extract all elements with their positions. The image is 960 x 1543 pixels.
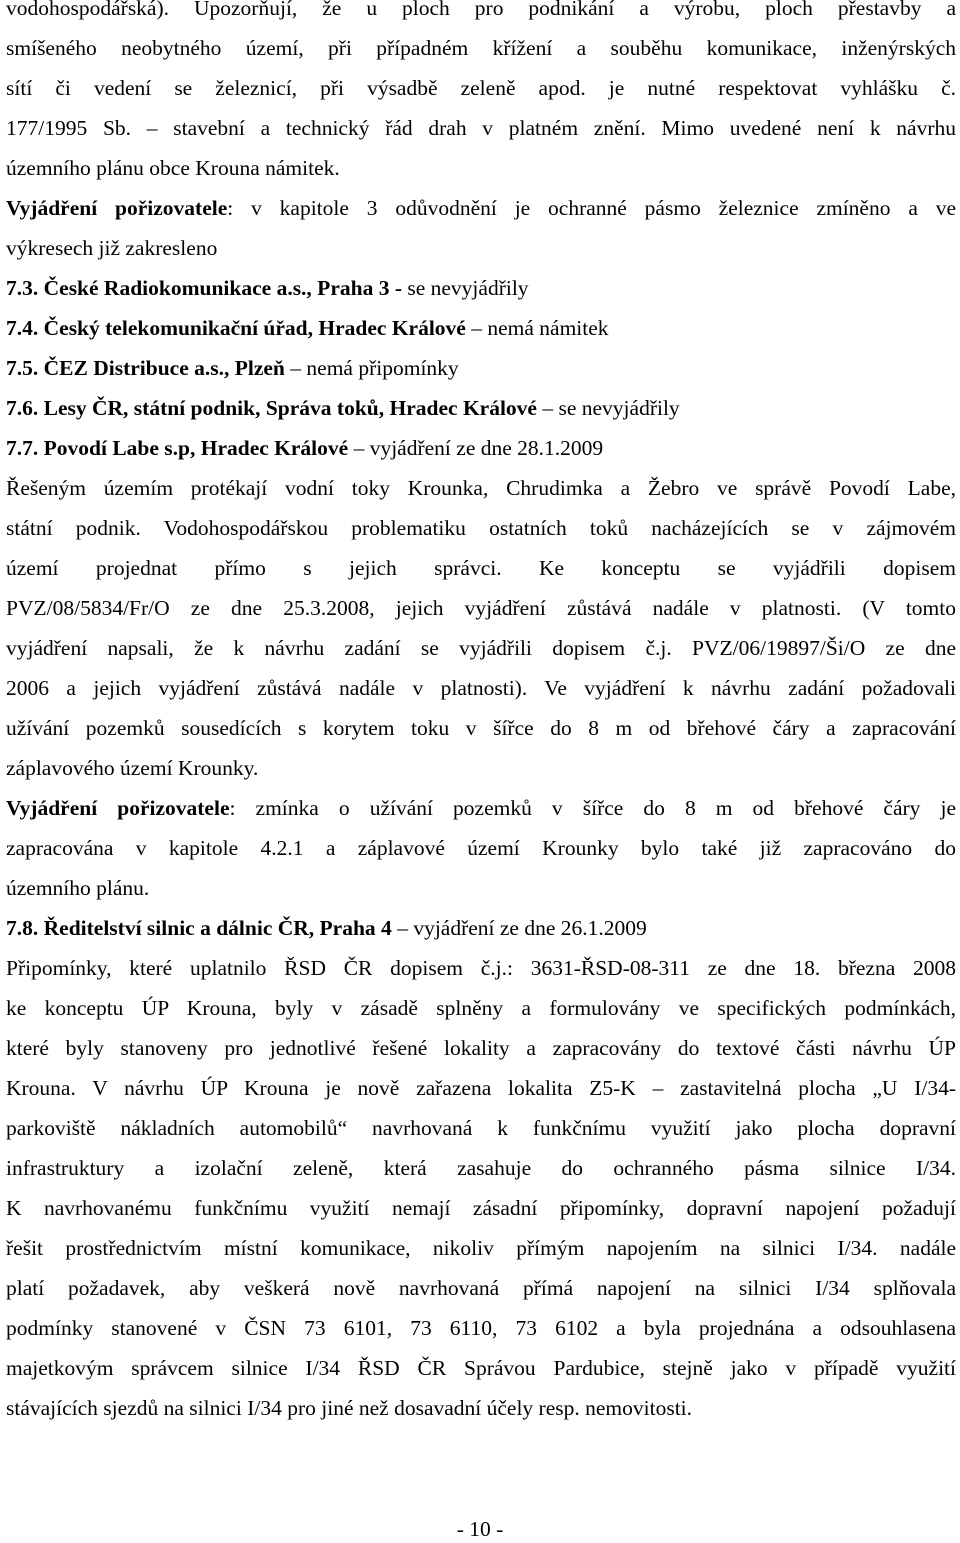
procurer-statement-line: Vyjádření pořizovatele: zmínka o užívání pozemků v šířce do 8 m od břehové čáry je — [6, 796, 957, 820]
section-heading-7-8: 7.8. Ředitelství silnic a dálnic ČR, Praha 4 – vyjádření ze dne 26.1.2009 — [6, 916, 647, 940]
text-line: 177/1995 Sb. – stavební a technický řád drah v platném znění. Mimo uvedené není k návrhu — [6, 116, 956, 140]
text-line: PVZ/08/5834/Fr/O ze dne 25.3.2008, jejich vyjádření zůstává nadále v platnosti. (V tomto — [6, 596, 956, 620]
text-line: území projednat přímo s jejich správci. Ke konceptu se vyjádřili dopisem — [6, 556, 956, 580]
text-line: zapracována v kapitole 4.2.1 a záplavové území Krounky bylo také již zapracováno do — [6, 836, 956, 860]
text-line: parkoviště nákladních automobilů“ navrhovaná k funkčnímu využití jako plocha dopravní — [6, 1116, 956, 1140]
text-line: Krouna. V návrhu ÚP Krouna je nově zařazena lokalita Z5-K – zastavitelná plocha „U I/34- — [6, 1076, 956, 1100]
text-line: řešit prostřednictvím místní komunikace, nikoliv přímým napojením na silnici I/34. nadále — [6, 1236, 956, 1260]
text-line: Připomínky, které uplatnilo ŘSD ČR dopisem č.j.: 3631-ŘSD-08-311 ze dne 18. března 2008 — [6, 956, 956, 980]
text-line: K navrhovanému funkčnímu využití nemají zásadní připomínky, dopravní napojení požadují — [6, 1196, 956, 1220]
text-line: 2006 a jejich vyjádření zůstává nadále v platnosti). Ve vyjádření k návrhu zadání požadovali — [6, 676, 956, 700]
section-heading-7-4: 7.4. Český telekomunikační úřad, Hradec Králové – nemá námitek — [6, 316, 609, 340]
text-line: stávajících sjezdů na silnici I/34 pro jiné než dosavadní účely resp. nemovitosti. — [6, 1396, 693, 1420]
text-line: infrastruktury a izolační zeleně, která zasahuje do ochranného pásma silnice I/34. — [6, 1156, 956, 1180]
text-line: které byly stanoveny pro jednotlivé řešené lokality a zapracovány do textové části návrhu ÚP — [6, 1036, 956, 1060]
text-line: smíšeného neobytného území, při případném křížení a souběhu komunikace, inženýrských — [6, 36, 956, 60]
section-heading-7-5: 7.5. ČEZ Distribuce a.s., Plzeň – nemá připomínky — [6, 356, 459, 380]
section-heading-7-3: 7.3. České Radiokomunikace a.s., Praha 3 - se nevyjádřily — [6, 276, 529, 300]
page-number: - 10 - — [456, 1517, 504, 1541]
text-line: vodohospodářská). Upozorňují, že u ploch pro podnikání a výrobu, ploch přestavby a — [6, 0, 956, 20]
text-line: Řešeným územím protékají vodní toky Krounka, Chrudimka a Žebro ve správě Povodí Labe, — [6, 476, 956, 500]
text-line: záplavového území Krounky. — [6, 756, 259, 780]
text-line: výkresech již zakresleno — [6, 236, 218, 260]
procurer-statement-label: Vyjádření pořizovatele — [6, 796, 230, 820]
text-line: územního plánu obce Krouna námitek. — [6, 156, 340, 180]
text-line: užívání pozemků sousedících s korytem toku v šířce do 8 m od břehové čáry a zapracování — [6, 716, 956, 740]
text-line: státní podnik. Vodohospodářskou problematiku ostatních toků nacházejících se v zájmovém — [6, 516, 956, 540]
section-heading-7-7: 7.7. Povodí Labe s.p, Hradec Králové – vyjádření ze dne 28.1.2009 — [6, 436, 604, 460]
section-heading-7-6: 7.6. Lesy ČR, státní podnik, Správa toků, Hradec Králové – se nevyjádřily — [6, 396, 680, 420]
text-line: platí požadavek, aby veškerá nově navrhovaná přímá napojení na silnici I/34 splňovala — [6, 1276, 956, 1300]
text-line: sítí či vedení se železnicí, při výsadbě zeleně apod. je nutné respektovat vyhlášku č. — [6, 76, 956, 100]
procurer-statement-line: Vyjádření pořizovatele: v kapitole 3 odůvodnění je ochranné pásmo železnice zmíněno a ve — [6, 196, 956, 220]
text-line: majetkovým správcem silnice I/34 ŘSD ČR Správou Pardubice, stejně jako v případě využití — [6, 1356, 956, 1380]
text-line: podmínky stanovené v ČSN 73 6101, 73 6110, 73 6102 a byla projednána a odsouhlasena — [6, 1316, 956, 1340]
text-line: ke konceptu ÚP Krouna, byly v zásadě splněny a formulovány ve specifických podmínkách, — [6, 996, 956, 1020]
procurer-statement-label: Vyjádření pořizovatele — [6, 196, 228, 220]
text-line: územního plánu. — [6, 876, 150, 900]
text-line: vyjádření napsali, že k návrhu zadání se vyjádřili dopisem č.j. PVZ/06/19897/Ši/O ze dne — [6, 636, 956, 660]
